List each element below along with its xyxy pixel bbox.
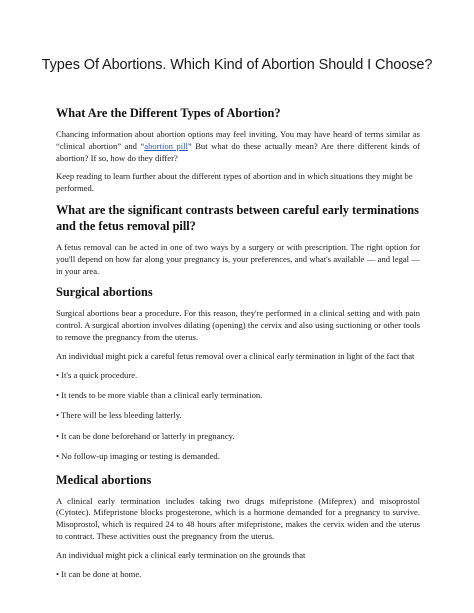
document-title: Types Of Abortions. Which Kind of Abortion Should I Choose?	[41, 57, 433, 73]
list-item: • It can be done beforehand or latterly in pregnancy.	[56, 430, 235, 441]
paragraph-two-ways: A fetus removal can be acted in one of two ways by a surgery or with prescription. The right option for you'll depend on how far along your pregnancy is, your preferences, and what's available — and legal — in your area.	[56, 241, 420, 276]
abortion-pill-link[interactable]: abortion pill	[144, 140, 188, 151]
document-body	[56, 105, 420, 589]
section-heading-surgical: Surgical abortions	[56, 285, 153, 300]
list-item: • It can be done at home.	[56, 568, 142, 579]
list-item: • It tends to be more viable than a clinical early termination.	[56, 389, 263, 400]
list-item: • It's a quick procedure.	[56, 369, 138, 380]
section-heading-medical: Medical abortions	[56, 472, 152, 487]
paragraph-surgical-procedure: Surgical abortions bear a procedure. For this reason, they're performed in a clinical setting and with pain control. A surgical abortion involves dilating (opening) the cervix and also using suctioning or other tools to remove the pregnancy from the uterus.	[56, 308, 420, 342]
paragraph-keep-reading: Keep reading to learn further about the different types of abortion and in which situations they might be performed.	[56, 171, 413, 194]
paragraph-intro	[56, 129, 420, 164]
section-heading-contrasts: What are the significant contrasts between careful early terminations and the fetus removal pill?	[56, 202, 419, 233]
intro-text-before: Chancing information about abortion options may feel inviting. You may have heard of terms similar as “clinical abortion” and “	[56, 129, 420, 151]
list-item: • There will be less bleeding latterly.	[56, 410, 182, 421]
section-heading-types: What Are the Different Types of Abortion?	[56, 106, 281, 120]
paragraph-surgical-reasons: An individual might pick a careful fetus removal over a clinical early termination in light of the fact that	[56, 350, 415, 361]
paragraph-medical-drugs: A clinical early termination includes taking two drugs mifepristone (Mifeprex) and misoprostol (Cytotec). Mifepristone blocks progesterone, which is a hormone demanded for a pregnancy to survive. Misoprostol, which is required 24 to 48 hours after mifepristone, makes the cervix widen and the uterus to contract. These activities oust the pregnancy from the uterus.	[56, 495, 420, 541]
list-item: • No follow-up imaging or testing is demanded.	[56, 451, 220, 462]
intro-text-after: ” But what do these actually mean? Are there different kinds of abortion? If so, how do they differ?	[56, 140, 420, 163]
paragraph-medical-reasons: An individual might pick a clinical early termination on the grounds that	[56, 549, 306, 560]
